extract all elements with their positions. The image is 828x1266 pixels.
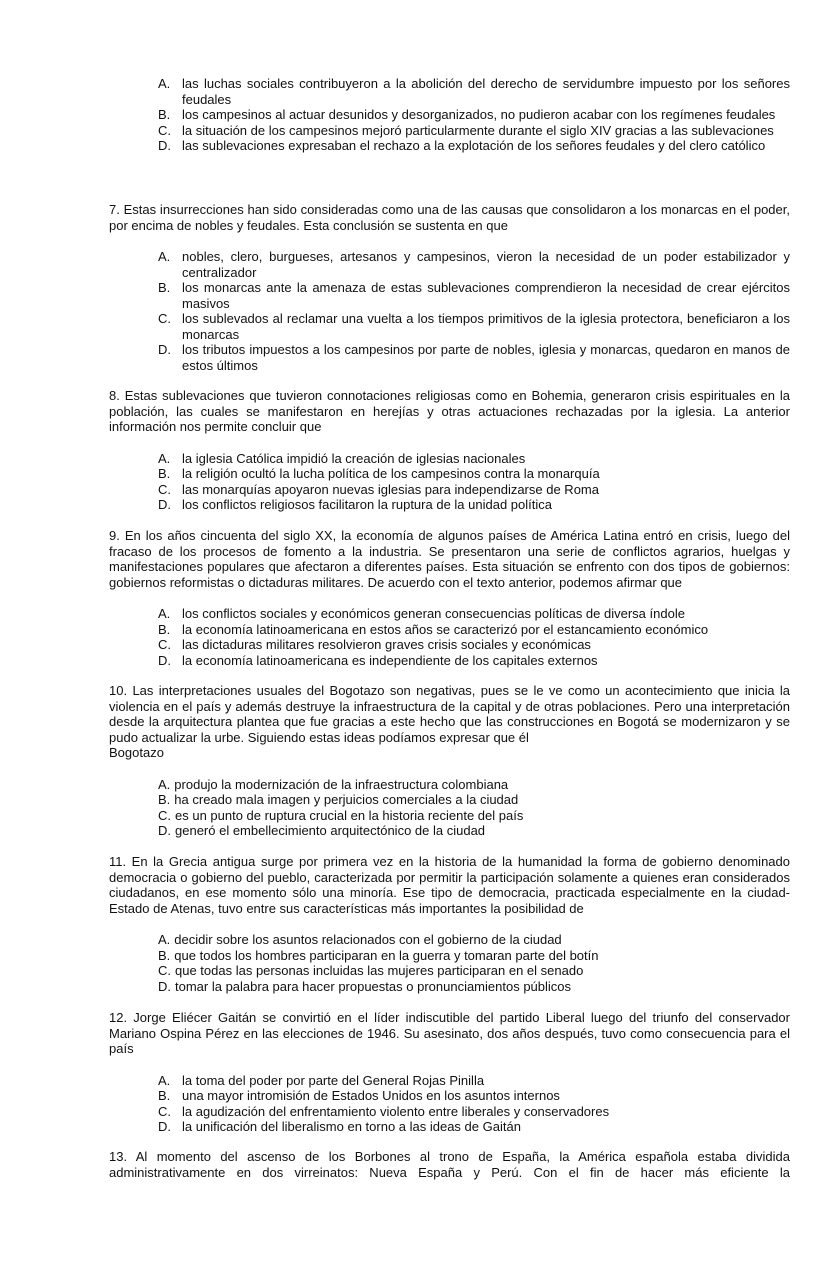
- question-7: [109, 202, 790, 373]
- question-10-options: [158, 777, 790, 839]
- option-d: [158, 138, 790, 154]
- question-8: [109, 388, 790, 513]
- option-letter: A.: [158, 606, 171, 621]
- option-d: [158, 653, 790, 669]
- option-text: la agudización del enfrentamiento violento entre liberales y conservadores: [182, 1103, 610, 1119]
- option-c: [158, 123, 790, 139]
- option-c: [158, 482, 790, 498]
- option-text: produjo la modernización de la infraestructura colombiana: [174, 776, 509, 792]
- option-a: [158, 76, 790, 107]
- option-text: es un punto de ruptura crucial en la historia reciente del país: [175, 807, 524, 823]
- option-letter: A.: [158, 932, 171, 947]
- option-letter: C.: [158, 122, 171, 138]
- option-text: que todos los hombres participaran en la guerra y tomaran parte del botín: [174, 947, 599, 963]
- question-stem: 9. En los años cincuenta del siglo XX, la economía de algunos países de América Latina entró en crisis, luego del fracaso de los procesos de fomento a la industria. Se presentaron una serie de conflictos agrarios, huelgas y manifestaciones populares que afectaron a diferentes países. Esta situación se enfrento con dos tipos de gobiernos: gobiernos reformistas o dictaduras militares. De acuerdo con el texto anterior, podemos afirmar que: [109, 528, 790, 590]
- question-11: [109, 854, 790, 994]
- option-text: las luchas sociales contribuyeron a la abolición del derecho de servidumbre impuesto por los señores feudales: [182, 76, 790, 107]
- option-letter: C.: [158, 963, 171, 978]
- option-letter: D.: [158, 138, 171, 153]
- option-text: los monarcas ante la amenaza de estas sublevaciones comprendieron la necesidad de crear ejércitos masivos: [182, 280, 790, 311]
- option-letter: D.: [158, 342, 171, 357]
- option-text: los sublevados al reclamar una vuelta a los tiempos primitivos de la iglesia protectora, beneficiaron a los monarcas: [182, 311, 790, 342]
- question-stem-continuation: Bogotazo: [109, 745, 164, 760]
- option-letter: B.: [158, 107, 171, 122]
- option-letter: A.: [158, 249, 171, 264]
- option-letter: D.: [158, 1119, 171, 1134]
- option-c: [158, 1104, 790, 1120]
- option-letter: A.: [158, 776, 171, 792]
- option-a: [158, 606, 790, 622]
- option-text: las monarquías apoyaron nuevas iglesias para independizarse de Roma: [182, 481, 599, 497]
- option-text: los tributos impuestos a los campesinos por parte de nobles, iglesia y monarcas, quedaron en manos de estos últimos: [182, 342, 790, 373]
- question-6-options-block: [109, 76, 790, 154]
- option-text: ha creado mala imagen y perjuicios comerciales a la ciudad: [174, 792, 519, 807]
- question-12: [109, 1010, 790, 1135]
- option-d: [158, 342, 790, 373]
- option-letter: B.: [158, 621, 171, 637]
- option-a: [158, 249, 790, 280]
- option-a: [158, 1073, 790, 1089]
- option-text: la situación de los campesinos mejoró particularmente durante el siglo XIV gracias a las sublevaciones: [182, 122, 774, 138]
- option-b: [158, 622, 790, 638]
- option-c: [158, 808, 790, 824]
- question-9: [109, 528, 790, 668]
- option-letter: B.: [158, 466, 171, 481]
- option-text: tomar la palabra para hacer propuestas o pronunciamientos públicos: [175, 978, 572, 994]
- option-letter: C.: [158, 311, 171, 326]
- question-8-options: [158, 451, 790, 513]
- option-text: la religión ocultó la lucha política de los campesinos contra la monarquía: [182, 466, 600, 481]
- option-text: la economía latinoamericana en estos años se caracterizó por el estancamiento económico: [182, 621, 709, 637]
- option-text: los conflictos sociales y económicos generan consecuencias políticas de diversa índole: [182, 606, 685, 621]
- question-stem: 8. Estas sublevaciones que tuvieron connotaciones religiosas como en Bohemia, generaron crisis espirituales en la población, las cuales se manifestaron en herejías y otras actuaciones rechazadas por la iglesia. La anterior información nos permite concluir que: [109, 388, 790, 434]
- option-letter: B.: [158, 280, 171, 295]
- question-stem: 10. Las interpretaciones usuales del Bogotazo son negativas, pues se le ve como un acontecimiento que inicia la violencia en el país y además destruye la infraestructura de la capital y de otras poblaciones. Pero una interpretación desde la arquitectura plantea que fue gracias a este hecho que las construcciones en Bogotá se modernizaron y se pudo actualizar la urbe. Siguiendo estas ideas podíamos expresar que él: [109, 683, 790, 745]
- option-a: [158, 777, 790, 793]
- question-6-options: [158, 76, 790, 154]
- question-stem: 12. Jorge Eliécer Gaitán se convirtió en el líder indiscutible del partido Liberal luego del triunfo del conservador Mariano Ospina Pérez en las elecciones de 1946. Su asesinato, dos años después, tuvo como consecuencia para el país: [109, 1010, 790, 1056]
- option-letter: A.: [158, 76, 171, 91]
- option-letter: D.: [158, 823, 171, 838]
- option-text: generó el embellecimiento arquitectónico de la ciudad: [175, 823, 486, 838]
- option-text: nobles, clero, burgueses, artesanos y campesinos, vieron la necesidad de un poder estabilizador y centralizador: [182, 249, 790, 280]
- option-b: [158, 792, 790, 808]
- option-text: la toma del poder por parte del General Rojas Pinilla: [182, 1072, 485, 1088]
- option-b: [158, 466, 790, 482]
- option-b: [158, 1088, 790, 1104]
- question-7-options: [158, 249, 790, 373]
- option-letter: C.: [158, 481, 171, 497]
- option-c: [158, 311, 790, 342]
- option-letter: B.: [158, 792, 171, 807]
- option-letter: A.: [158, 450, 171, 466]
- option-text: las dictaduras militares resolvieron graves crisis sociales y económicas: [182, 637, 591, 652]
- option-text: la unificación del liberalismo en torno a las ideas de Gaitán: [182, 1119, 521, 1134]
- option-b: [158, 948, 790, 964]
- option-text: la iglesia Católica impidió la creación de iglesias nacionales: [182, 450, 526, 466]
- option-d: [158, 1119, 790, 1135]
- option-text: una mayor intromisión de Estados Unidos en los asuntos internos: [182, 1088, 560, 1103]
- option-text: la economía latinoamericana es independiente de los capitales externos: [182, 652, 598, 668]
- option-letter: D.: [158, 497, 171, 512]
- question-10: [109, 683, 790, 839]
- option-a: [158, 932, 790, 948]
- option-d: [158, 497, 790, 513]
- option-d: [158, 979, 790, 995]
- option-b: [158, 107, 790, 123]
- option-text: que todas las personas incluidas las mujeres participaran en el senado: [175, 963, 584, 978]
- option-letter: D.: [158, 978, 171, 994]
- option-text: los conflictos religiosos facilitaron la ruptura de la unidad política: [182, 497, 552, 512]
- option-text: decidir sobre los asuntos relacionados con el gobierno de la ciudad: [174, 932, 562, 947]
- question-stem: 7. Estas insurrecciones han sido consideradas como una de las causas que consolidaron a los monarcas en el poder, por encima de nobles y feudales. Esta conclusión se sustenta en que: [109, 202, 790, 233]
- option-letter: B.: [158, 1088, 171, 1103]
- question-9-options: [158, 606, 790, 668]
- option-c: [158, 637, 790, 653]
- option-letter: B.: [158, 947, 171, 963]
- option-c: [158, 963, 790, 979]
- question-11-options: [158, 932, 790, 994]
- question-12-options: [158, 1073, 790, 1135]
- option-text: los campesinos al actuar desunidos y desorganizados, no pudieron acabar con los regímenes feudales: [182, 107, 776, 122]
- option-text: las sublevaciones expresaban el rechazo a la explotación de los señores feudales y del clero católico: [182, 138, 766, 153]
- option-letter: C.: [158, 1103, 171, 1119]
- option-letter: A.: [158, 1072, 171, 1088]
- option-letter: C.: [158, 807, 171, 823]
- option-letter: C.: [158, 637, 171, 652]
- question-stem: 13. Al momento del ascenso de los Borbones al trono de España, la América española estaba dividida administrativamente en dos virreinatos: Nueva España y Perú. Con el fin de hacer más eficiente la: [109, 1149, 790, 1180]
- option-d: [158, 823, 790, 839]
- question-13: [109, 1149, 790, 1180]
- option-b: [158, 280, 790, 311]
- option-a: [158, 451, 790, 467]
- question-stem: 11. En la Grecia antigua surge por primera vez en la historia de la humanidad la forma de gobierno denominado democracia o gobierno del pueblo, caracterizada por permitir la participación solamente a quienes eran considerados ciudadanos, en ese momento sólo una minoría. Ese tipo de democracia, practicada especialmente en la ciudad-Estado de Atenas, tuvo entre sus características más importantes la posibilidad de: [109, 854, 790, 916]
- option-letter: D.: [158, 652, 171, 668]
